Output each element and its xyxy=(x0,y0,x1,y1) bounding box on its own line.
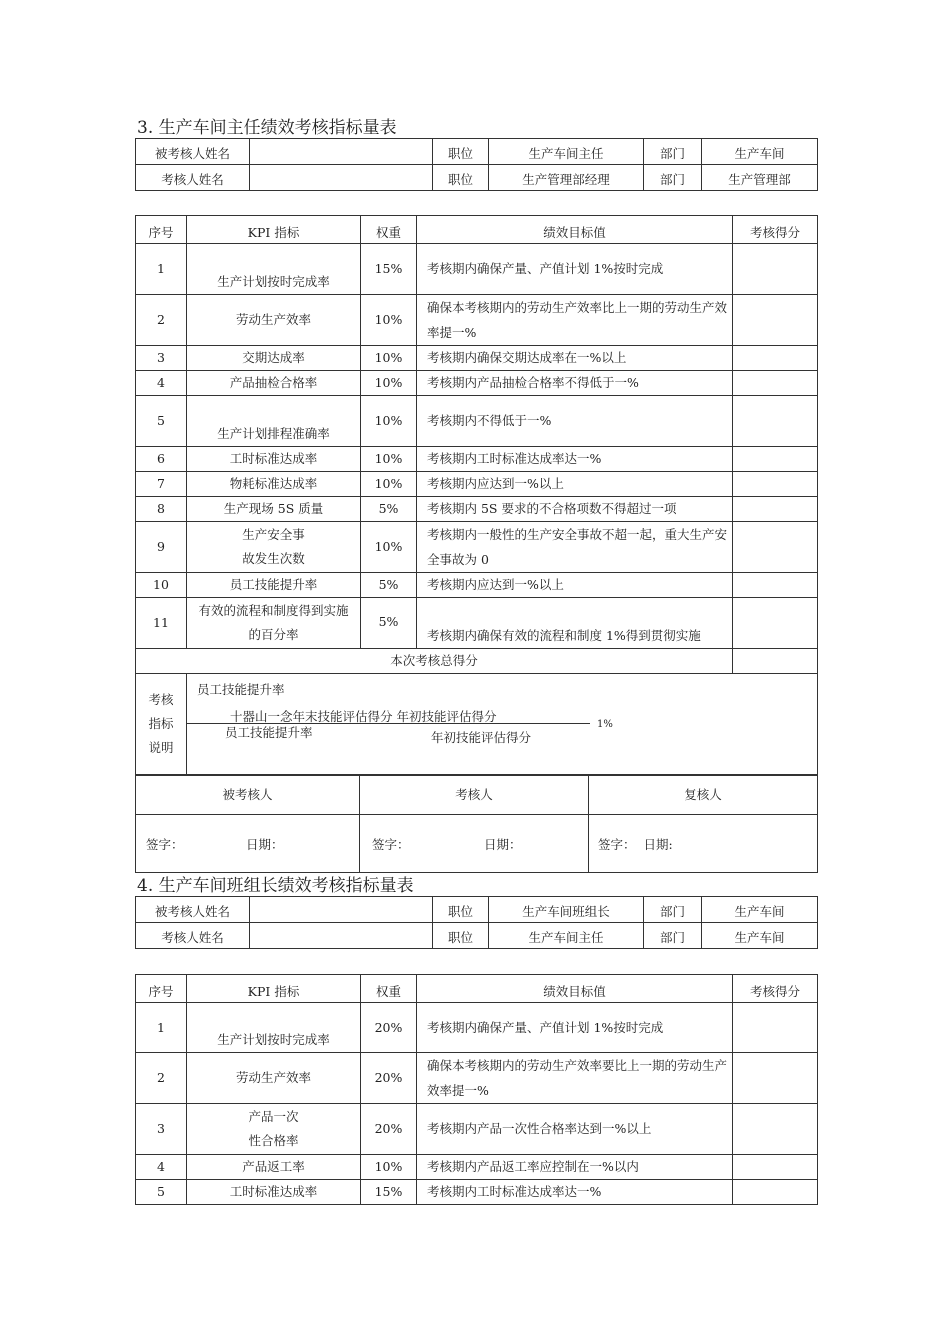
signoff-examiner-label: 考核人 xyxy=(360,776,589,815)
table-row xyxy=(136,472,818,497)
row-no: 5 xyxy=(136,1180,187,1205)
dept-label: 部门 xyxy=(644,139,702,165)
header-no: 序号 xyxy=(136,216,187,244)
dept-label: 部门 xyxy=(644,897,702,923)
examiner-position: 生产管理部经理 xyxy=(489,165,644,191)
row-kpi: 工时标准达成率 xyxy=(187,447,361,472)
table-row xyxy=(136,522,818,573)
examiner-name-label: 考核人姓名 xyxy=(136,923,250,949)
row-score-field[interactable] xyxy=(733,598,818,649)
row-score-field[interactable] xyxy=(733,1053,818,1104)
table-row xyxy=(136,1155,818,1180)
sign-label: 签字： xyxy=(146,837,184,852)
row-target: 考核期内确保产量、产值计划 1%按时完成 xyxy=(417,1003,733,1053)
table-row xyxy=(136,371,818,396)
table-row xyxy=(136,1053,818,1104)
examinee-dept: 生产车间 xyxy=(702,139,818,165)
row-score-field[interactable] xyxy=(733,472,818,497)
formula-left: 员工技能提升率 xyxy=(225,725,313,740)
row-no: 3 xyxy=(136,1104,187,1155)
row-target: 考核期内 5S 要求的不合格项数不得超过一项 xyxy=(417,497,733,522)
row-no: 11 xyxy=(136,598,187,649)
row-kpi: 生产计划按时完成率 xyxy=(187,1003,361,1053)
row-target: 考核期内不得低于一% xyxy=(417,396,733,447)
notes-label xyxy=(136,674,187,775)
row-target: 考核期内产品抽检合格率不得低于一% xyxy=(417,371,733,396)
examinee-dept: 生产车间 xyxy=(702,897,818,923)
row-score-field[interactable] xyxy=(733,522,818,573)
table-row xyxy=(136,1003,818,1053)
row-score-field[interactable] xyxy=(733,1180,818,1205)
section4-info-table xyxy=(135,896,818,949)
date-label: 日期： xyxy=(246,837,284,852)
row-no: 6 xyxy=(136,447,187,472)
row-weight: 5% xyxy=(361,598,417,649)
position-label: 职位 xyxy=(433,897,489,923)
row-score-field[interactable] xyxy=(733,295,818,346)
row-kpi: 产品抽检合格率 xyxy=(187,371,361,396)
row-no: 5 xyxy=(136,396,187,447)
row-kpi: 劳动生产效率 xyxy=(187,295,361,346)
row-score-field[interactable] xyxy=(733,1003,818,1053)
dept-label: 部门 xyxy=(644,165,702,191)
row-kpi: 交期达成率 xyxy=(187,346,361,371)
row-target: 考核期内确保产量、产值计划 1%按时完成 xyxy=(417,244,733,295)
row-score-field[interactable] xyxy=(733,371,818,396)
header-kpi: KPI 指标 xyxy=(187,216,361,244)
row-kpi xyxy=(187,1104,361,1155)
formula-unit: 1% xyxy=(597,719,613,730)
examinee-position: 生产车间主任 xyxy=(489,139,644,165)
examiner-dept: 生产车间 xyxy=(702,923,818,949)
row-target: 确保本考核期内的劳动生产效率比上一期的劳动生产效率提一% xyxy=(417,295,733,346)
row-kpi xyxy=(187,598,361,649)
row-target: 考核期内工时标准达成率达一% xyxy=(417,447,733,472)
table-row xyxy=(136,396,818,447)
row-score-field[interactable] xyxy=(733,497,818,522)
position-label: 职位 xyxy=(433,139,489,165)
position-label: 职位 xyxy=(433,923,489,949)
row-kpi-line2: 性合格率 xyxy=(248,1133,299,1148)
row-kpi-line1: 有效的流程和制度得到实施 xyxy=(198,603,349,618)
examinee-name-label: 被考核人姓名 xyxy=(136,897,250,923)
table-row xyxy=(136,244,818,295)
row-no: 2 xyxy=(136,1053,187,1104)
table-row xyxy=(136,573,818,598)
notes-label-line1: 考核 xyxy=(148,692,174,707)
row-score-field[interactable] xyxy=(733,1104,818,1155)
section4-kpi-table xyxy=(135,974,818,1205)
signoff-examinee-label: 被考核人 xyxy=(136,776,360,815)
row-no: 9 xyxy=(136,522,187,573)
examinee-name-field[interactable] xyxy=(250,139,433,165)
signoff-examiner-sign[interactable] xyxy=(360,815,589,873)
table-row xyxy=(136,1180,818,1205)
row-kpi xyxy=(187,522,361,573)
header-no: 序号 xyxy=(136,975,187,1003)
row-score-field[interactable] xyxy=(733,244,818,295)
notes-content xyxy=(187,674,818,775)
header-kpi: KPI 指标 xyxy=(187,975,361,1003)
row-score-field[interactable] xyxy=(733,447,818,472)
section3-info-table xyxy=(135,138,818,191)
row-score-field[interactable] xyxy=(733,1155,818,1180)
row-target: 考核期内工时标准达成率达一% xyxy=(417,1180,733,1205)
examiner-name-label: 考核人姓名 xyxy=(136,165,250,191)
examinee-name-field[interactable] xyxy=(250,897,433,923)
row-target: 确保本考核期内的劳动生产效率要比上一期的劳动生产效率提一% xyxy=(417,1053,733,1104)
row-kpi: 物耗标准达成率 xyxy=(187,472,361,497)
sign-date-label: 签字： 日期: xyxy=(598,837,673,852)
row-weight: 10% xyxy=(361,1155,417,1180)
row-no: 4 xyxy=(136,371,187,396)
row-target: 考核期内确保交期达成率在一%以上 xyxy=(417,346,733,371)
table-row xyxy=(136,1104,818,1155)
row-target: 考核期内确保有效的流程和制度 1%得到贯彻实施 xyxy=(417,598,733,649)
signoff-reviewer-label: 复核人 xyxy=(589,776,818,815)
row-kpi: 劳动生产效率 xyxy=(187,1053,361,1104)
row-kpi-line1: 生产安全事 xyxy=(242,527,305,542)
sign-label: 签字： xyxy=(372,837,410,852)
row-no: 4 xyxy=(136,1155,187,1180)
header-target: 绩效目标值 xyxy=(417,216,733,244)
examiner-name-field[interactable] xyxy=(250,923,433,949)
row-kpi: 工时标准达成率 xyxy=(187,1180,361,1205)
header-weight: 权重 xyxy=(361,216,417,244)
row-weight: 10% xyxy=(361,447,417,472)
row-score-field[interactable] xyxy=(733,396,818,447)
row-weight: 10% xyxy=(361,472,417,497)
total-score-label: 本次考核总得分 xyxy=(136,649,733,674)
row-kpi: 产品返工率 xyxy=(187,1155,361,1180)
examinee-name-label: 被考核人姓名 xyxy=(136,139,250,165)
row-kpi: 生产计划排程准确率 xyxy=(187,396,361,447)
row-no: 2 xyxy=(136,295,187,346)
row-target: 考核期内一般性的生产安全事故不超一起，重大生产安全事故为 0 xyxy=(417,522,733,573)
row-weight: 10% xyxy=(361,396,417,447)
section3-signoff-table xyxy=(135,775,818,873)
row-weight: 15% xyxy=(361,244,417,295)
section3-title: 3. 生产车间主任绩效考核指标量表 xyxy=(137,118,397,138)
notes-label-line3: 说明 xyxy=(148,740,174,755)
table-row xyxy=(136,497,818,522)
examinee-position: 生产车间班组长 xyxy=(489,897,644,923)
table-row xyxy=(136,447,818,472)
row-weight: 10% xyxy=(361,522,417,573)
table-row xyxy=(136,295,818,346)
row-weight: 20% xyxy=(361,1003,417,1053)
examiner-position: 生产车间主任 xyxy=(489,923,644,949)
row-no: 1 xyxy=(136,244,187,295)
row-weight: 15% xyxy=(361,1180,417,1205)
signoff-examinee-sign[interactable] xyxy=(136,815,360,873)
row-kpi: 生产计划按时完成率 xyxy=(187,244,361,295)
row-target: 考核期内产品返工率应控制在一%以内 xyxy=(417,1155,733,1180)
row-no: 7 xyxy=(136,472,187,497)
row-no: 8 xyxy=(136,497,187,522)
row-weight: 5% xyxy=(361,497,417,522)
section3-kpi-table xyxy=(135,215,818,775)
row-score-field[interactable] xyxy=(733,573,818,598)
formula-title: 员工技能提升率 xyxy=(197,682,285,697)
header-target: 绩效目标值 xyxy=(417,975,733,1003)
signoff-reviewer-sign[interactable] xyxy=(589,815,818,873)
row-no: 3 xyxy=(136,346,187,371)
formula-denominator: 年初技能评估得分 xyxy=(431,730,532,745)
row-kpi-line2: 故发生次数 xyxy=(242,551,305,566)
examiner-dept: 生产管理部 xyxy=(702,165,818,191)
position-label: 职位 xyxy=(433,165,489,191)
header-score: 考核得分 xyxy=(733,975,818,1003)
formula-numerator: 十器山一念年末技能评估得分 年初技能评估得分 xyxy=(230,709,497,724)
row-target: 考核期内应达到一%以上 xyxy=(417,472,733,497)
row-score-field[interactable] xyxy=(733,346,818,371)
row-weight: 10% xyxy=(361,346,417,371)
header-weight: 权重 xyxy=(361,975,417,1003)
row-weight: 20% xyxy=(361,1104,417,1155)
date-label: 日期： xyxy=(484,837,522,852)
header-score: 考核得分 xyxy=(733,216,818,244)
row-weight: 20% xyxy=(361,1053,417,1104)
section4-title: 4. 生产车间班组长绩效考核指标量表 xyxy=(137,876,414,896)
dept-label: 部门 xyxy=(644,923,702,949)
row-kpi: 生产现场 5S 质量 xyxy=(187,497,361,522)
row-no: 1 xyxy=(136,1003,187,1053)
row-target: 考核期内产品一次性合格率达到一%以上 xyxy=(417,1104,733,1155)
row-no: 10 xyxy=(136,573,187,598)
examiner-name-field[interactable] xyxy=(250,165,433,191)
table-row xyxy=(136,346,818,371)
row-kpi-line2: 的百分率 xyxy=(248,627,299,642)
table-row xyxy=(136,598,818,649)
row-target: 考核期内应达到一%以上 xyxy=(417,573,733,598)
total-score-field[interactable] xyxy=(733,649,818,674)
row-weight: 10% xyxy=(361,371,417,396)
notes-label-line2: 指标 xyxy=(148,716,174,731)
row-kpi: 员工技能提升率 xyxy=(187,573,361,598)
row-weight: 5% xyxy=(361,573,417,598)
row-kpi-line1: 产品一次 xyxy=(248,1109,299,1124)
row-weight: 10% xyxy=(361,295,417,346)
